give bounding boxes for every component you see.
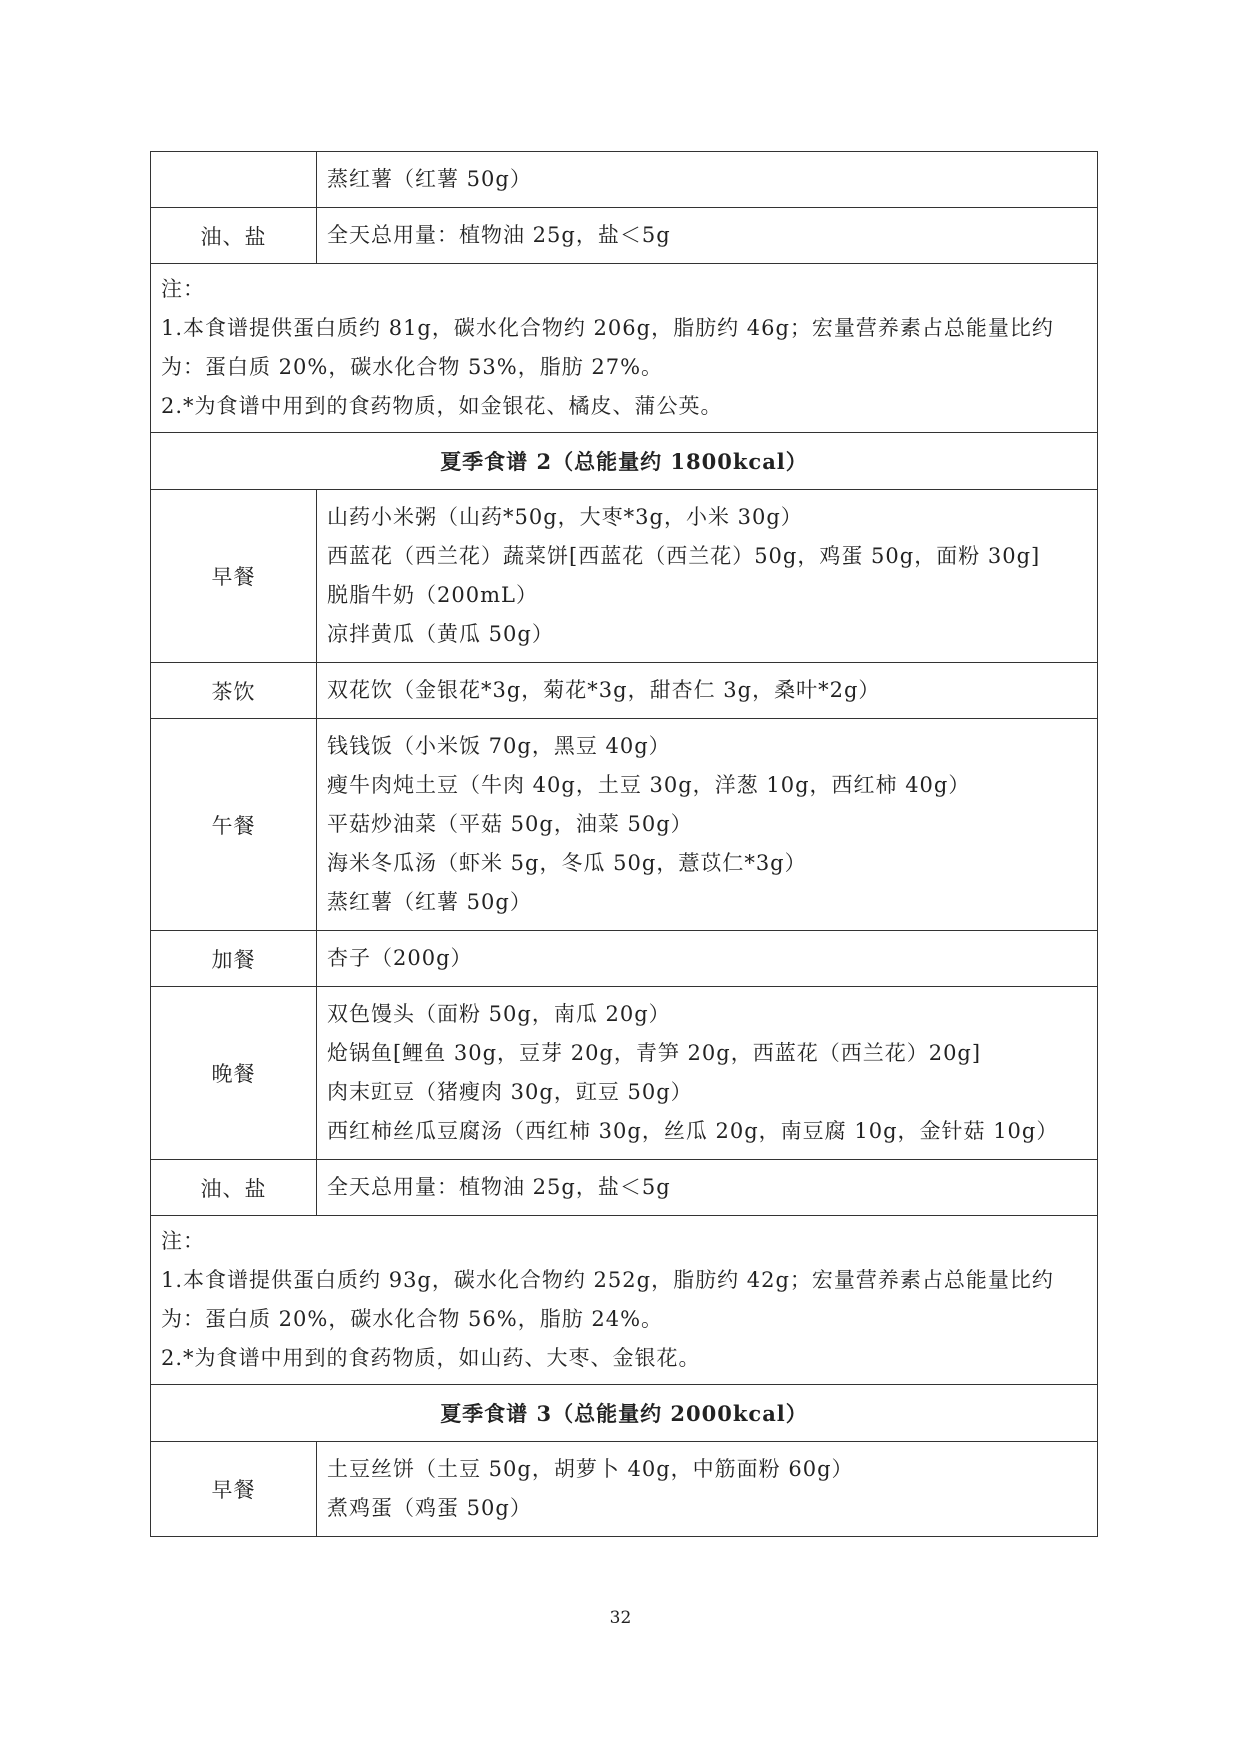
table-row <box>151 1442 1098 1537</box>
menu-item: 肉末豇豆（猪瘦肉 30g，豇豆 50g） <box>327 1080 693 1104</box>
menu-item: 西红柿丝瓜豆腐汤（西红柿 30g，丝瓜 20g，南豆腐 10g，金针菇 10g） <box>327 1119 1059 1143</box>
table-row <box>151 1216 1098 1385</box>
meal-name-cell <box>151 152 317 208</box>
menu-item: 钱钱饭（小米饭 70g，黑豆 40g） <box>327 734 671 758</box>
menu-items-cell <box>317 931 1098 987</box>
menu-item: 全天总用量：植物油 25g，盐＜5g <box>327 1175 671 1199</box>
table-row <box>151 663 1098 719</box>
note-line: 2.*为食谱中用到的食药物质，如山药、大枣、金银花。 <box>161 1346 701 1370</box>
table-row <box>151 264 1098 433</box>
meal-name-cell: 早餐 <box>151 1442 317 1537</box>
note-line: 1.本食谱提供蛋白质约 93g，碳水化合物约 252g，脂肪约 42g；宏量营养素占总能量比约为：蛋白质 20%，碳水化合物 56%，脂肪 24%。 <box>161 1268 1054 1331</box>
note-line: 注： <box>161 1229 205 1253</box>
note-cell <box>151 1216 1098 1385</box>
menu-item: 凉拌黄瓜（黄瓜 50g） <box>327 622 554 646</box>
menu-item: 平菇炒油菜（平菇 50g，油菜 50g） <box>327 812 693 836</box>
menu-items-cell <box>317 152 1098 208</box>
table-row <box>151 152 1098 208</box>
meal-name-cell: 油、盐 <box>151 1160 317 1216</box>
menu-item: 煮鸡蛋（鸡蛋 50g） <box>327 1496 532 1520</box>
recipe-title: 夏季食谱 2（总能量约 1800kcal） <box>151 433 1098 490</box>
table-row <box>151 433 1098 490</box>
menu-item: 山药小米粥（山药*50g，大枣*3g，小米 30g） <box>327 505 803 529</box>
meal-name-cell: 加餐 <box>151 931 317 987</box>
note-line: 注： <box>161 277 205 301</box>
meal-name-cell: 茶饮 <box>151 663 317 719</box>
page-number: 32 <box>609 1608 632 1628</box>
table-row <box>151 1160 1098 1216</box>
menu-item: 瘦牛肉炖土豆（牛肉 40g，土豆 30g，洋葱 10g，西红柿 40g） <box>327 773 971 797</box>
menu-items-cell <box>317 490 1098 663</box>
menu-item: 脱脂牛奶（200mL） <box>327 583 538 607</box>
menu-items-cell <box>317 663 1098 719</box>
menu-item: 杏子（200g） <box>327 946 473 970</box>
note-line: 1.本食谱提供蛋白质约 81g，碳水化合物约 206g，脂肪约 46g；宏量营养素占总能量比约为：蛋白质 20%，碳水化合物 53%，脂肪 27%。 <box>161 316 1054 379</box>
menu-item: 炝锅鱼[鲤鱼 30g，豆芽 20g，青笋 20g，西蓝花（西兰花）20g] <box>327 1041 982 1065</box>
menu-items-cell <box>317 1442 1098 1537</box>
table-row <box>151 719 1098 931</box>
menu-items-cell <box>317 987 1098 1160</box>
table-row <box>151 490 1098 663</box>
menu-item: 海米冬瓜汤（虾米 5g，冬瓜 50g，薏苡仁*3g） <box>327 851 807 875</box>
table-row <box>151 208 1098 264</box>
menu-item: 蒸红薯（红薯 50g） <box>327 890 532 914</box>
table-row <box>151 931 1098 987</box>
recipe-title: 夏季食谱 3（总能量约 2000kcal） <box>151 1385 1098 1442</box>
menu-item: 西蓝花（西兰花）蔬菜饼[西蓝花（西兰花）50g，鸡蛋 50g，面粉 30g] <box>327 544 1041 568</box>
menu-item: 土豆丝饼（土豆 50g，胡萝卜 40g，中筋面粉 60g） <box>327 1457 854 1481</box>
menu-items-cell <box>317 208 1098 264</box>
menu-items-cell <box>317 719 1098 931</box>
menu-item: 双花饮（金银花*3g，菊花*3g，甜杏仁 3g，桑叶*2g） <box>327 678 881 702</box>
note-cell <box>151 264 1098 433</box>
meal-name-cell: 晚餐 <box>151 987 317 1160</box>
menu-table <box>150 151 1098 1537</box>
menu-item: 双色馒头（面粉 50g，南瓜 20g） <box>327 1002 671 1026</box>
menu-items-cell <box>317 1160 1098 1216</box>
table-row <box>151 987 1098 1160</box>
menu-item: 蒸红薯（红薯 50g） <box>327 167 532 191</box>
meal-name-cell: 早餐 <box>151 490 317 663</box>
meal-name-cell: 油、盐 <box>151 208 317 264</box>
menu-item: 全天总用量：植物油 25g，盐＜5g <box>327 223 671 247</box>
meal-name-cell: 午餐 <box>151 719 317 931</box>
note-line: 2.*为食谱中用到的食药物质，如金银花、橘皮、蒲公英。 <box>161 394 723 418</box>
menu-table-body <box>151 152 1098 1537</box>
table-row <box>151 1385 1098 1442</box>
